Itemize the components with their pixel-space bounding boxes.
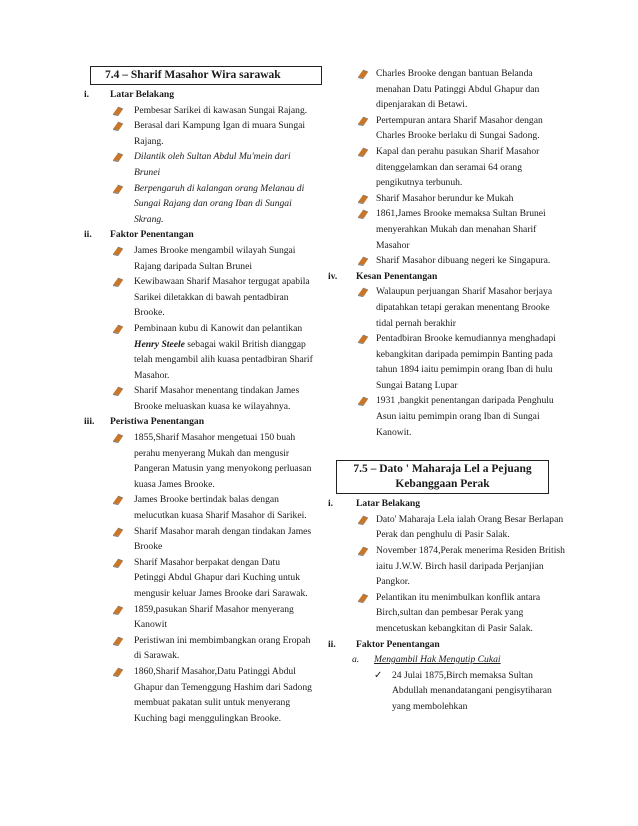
list-item — [82, 492, 314, 523]
heading-label: Faktor Penentangan — [110, 229, 194, 241]
list-item — [82, 181, 314, 228]
item-text: Sharif Masahor marah dengan tindakan James Brooke — [134, 525, 312, 553]
check-icon: ✓ — [374, 669, 383, 681]
sub-heading — [330, 652, 565, 668]
heading-label: Latar Belakang — [356, 498, 421, 510]
sub-number: a. — [352, 654, 360, 666]
right-column — [330, 66, 565, 715]
heading-number: iv. — [328, 270, 338, 282]
heading-latar-belakang — [82, 87, 314, 103]
list-item — [330, 331, 565, 393]
list-item — [330, 253, 565, 269]
item-text: Berpengaruh di kalangan orang Melanau di Sungai Rajang dan orang Iban di Sungai Skrang. — [134, 182, 305, 225]
bullet-icon — [112, 246, 124, 256]
list-item — [82, 664, 314, 726]
bullet-icon — [357, 396, 369, 406]
heading-label: Peristiwa Penentangan — [110, 416, 205, 428]
list-item — [330, 113, 565, 144]
bullet-icon — [112, 277, 124, 287]
item-text: Walaupun perjuangan Sharif Masahor berjaya dipatahkan tetapi gerakan menentang Brooke tidal pernah berakhir — [376, 286, 553, 329]
item-text: Pertempuran antara Sharif Masahor dengan Charles Brooke berlaku di Sungai Sadong. — [376, 114, 543, 142]
bullet-icon — [357, 116, 369, 126]
bullet-icon — [112, 605, 124, 615]
item-text: 1931 ,bangkit penentangan daripada Penghulu Asun iaitu pemimpin orang Iban di Sungai Kanowit. — [376, 395, 554, 438]
list-item — [330, 66, 565, 113]
heading-number: iii. — [84, 416, 95, 428]
list-item — [82, 555, 314, 602]
list-item — [330, 590, 565, 637]
list-item — [82, 321, 314, 383]
item-text: Pembinaan kubu di Kanowit dan pelantikan — [134, 322, 303, 334]
item-text: Berasal dari Kampung Igan di muara Sungai Rajang. — [134, 120, 306, 147]
item-text: Peristiwan ini membimbangkan orang Eropah di Sarawak. — [134, 634, 311, 662]
item-text: 1859,pasukan Sharif Masahor menyerang Kanowit — [134, 603, 294, 631]
bullet-icon — [112, 433, 124, 443]
item-text: Sharif Masahor dibuang negeri ke Singapura. — [376, 255, 551, 267]
list-item — [330, 191, 565, 207]
check-text: 24 Julai 1875,Birch memaksa Sultan Abdullah menandatangani pengisytiharan yang membolehkan — [392, 669, 552, 712]
list-item — [82, 149, 314, 180]
bullet-icon — [112, 558, 124, 568]
bullet-icon — [112, 495, 124, 505]
bullet-icon — [357, 515, 369, 525]
heading-label: Faktor Penentangan — [356, 638, 440, 650]
heading-latar-belakang-2 — [330, 496, 565, 512]
item-text: Sharif Masahor berpakat dengan Datu Petinggi Abdul Ghapur dari Kuching untuk mengusir keluar James Brooke dari Sarawak. — [134, 556, 308, 599]
list-item — [82, 118, 314, 149]
list-item — [82, 602, 314, 633]
item-text: Kewibawaan Sharif Masahor tergugat apabila Sarikei diletakkan di bawah pentadbiran Brooke. — [134, 276, 310, 319]
person-name: Henry Steele — [134, 338, 185, 350]
list-item — [82, 430, 314, 492]
item-text: Dato' Maharaja Lela ialah Orang Besar Berlapan Perak dan penghulu di Pasir Salak. — [376, 513, 564, 541]
sub-label: Mengambil Hak Mengutip Cukai — [374, 654, 501, 666]
item-text: Pentadbiran Brooke kemudiannya menghadapi kebangkitan daripada pemimpin Banting pada tahun 1894 iaitu pemimpin orang Iban di hulu Sungai Batang Lupar — [376, 333, 556, 391]
heading-faktor-penentangan-2 — [330, 637, 565, 653]
item-text: Charles Brooke dengan bantuan Belanda menahan Datu Patinggi Abdul Ghapur dan dipenjarakan di Betawi. — [376, 68, 540, 111]
left-column — [82, 66, 314, 726]
bullet-icon — [112, 184, 124, 194]
list-item — [82, 243, 314, 274]
bullet-icon — [357, 287, 369, 297]
bullet-icon — [357, 334, 369, 344]
item-text: Pembesar Sarikei di kawasan Sungai Rajang. — [134, 104, 308, 116]
heading-number: i. — [328, 498, 334, 510]
item-text: November 1874,Perak menerima Residen British iaitu J.W.W. Birch hasil daripada Perjanjian Pangkor. — [376, 545, 565, 588]
check-item — [330, 668, 565, 715]
heading-kesan-penentangan — [330, 269, 565, 285]
list-item — [82, 274, 314, 321]
list-item — [330, 512, 565, 543]
item-text: Sharif Masahor berundur ke Mukah — [376, 192, 514, 204]
list-item — [330, 206, 565, 253]
spacer — [330, 440, 565, 460]
heading-peristiwa-penentangan — [82, 414, 314, 430]
bullet-icon — [112, 636, 124, 646]
bullet-icon — [357, 209, 369, 219]
bullet-icon — [112, 667, 124, 677]
item-text: Dilantik oleh Sultan Abdul Mu'mein dari Brunei — [134, 151, 291, 178]
bullet-icon — [112, 121, 124, 131]
bullet-icon — [112, 106, 124, 116]
bullet-icon — [357, 147, 369, 157]
heading-label: Latar Belakang — [110, 89, 175, 100]
item-text: James Brooke mengambil wilayah Sungai Rajang daripada Sultan Brunei — [134, 244, 296, 272]
list-item — [330, 284, 565, 331]
section-title-7-5: 7.5 – Dato ' Maharaja Lel a Pejuang Kebanggaan Perak — [336, 460, 549, 494]
bullet-icon — [357, 546, 369, 556]
bullet-icon — [112, 527, 124, 537]
heading-label: Kesan Penentangan — [356, 270, 438, 282]
list-item — [330, 144, 565, 191]
heading-number: ii. — [84, 229, 92, 241]
bullet-icon — [112, 152, 124, 162]
list-item — [82, 524, 314, 555]
item-text: James Brooke bertindak balas dengan melucutkan kuasa Sharif Masahor di Sarikei. — [134, 494, 307, 522]
list-item — [82, 633, 314, 664]
item-text: 1861,James Brooke memaksa Sultan Brunei menyerahkan Mukah dan menahan Sharif Masahor — [376, 208, 546, 251]
item-text: Kapal dan perahu pasukan Sharif Masahor ditenggelamkan dan seramai 64 orang pengikutnya terbunuh. — [376, 145, 540, 189]
item-text: Pelantikan itu menimbulkan konflik antara Birch,sultan dan pembesar Perak yang mencetuskan kebangkitan di Pasir Salak. — [376, 591, 541, 634]
list-item — [82, 103, 314, 119]
heading-number: i. — [84, 89, 90, 100]
bullet-icon — [112, 324, 124, 334]
list-item — [330, 543, 565, 590]
list-item — [330, 393, 565, 440]
bullet-icon — [357, 69, 369, 79]
heading-number: ii. — [328, 638, 336, 650]
bullet-icon — [357, 593, 369, 603]
list-item — [82, 383, 314, 414]
item-text: sebagai wakil British dianggap telah mengambil alih kuasa pentadbiran Sharif Masahor. — [134, 338, 313, 381]
item-text: Sharif Masahor menentang tindakan James Brooke meluaskan kuasa ke wilayahnya. — [134, 385, 300, 412]
bullet-icon — [357, 194, 369, 204]
heading-faktor-penentangan — [82, 227, 314, 243]
section-title-7-4: 7.4 – Sharif Masahor Wira sarawak — [90, 66, 322, 85]
bullet-icon — [112, 386, 124, 396]
bullet-icon — [357, 256, 369, 266]
item-text: 1860,Sharif Masahor,Datu Patinggi Abdul Ghapur dan Temenggung Hashim dari Sadong membuat pakatan sulit untuk menyerang Kuching bagi menggulingkan Brooke. — [134, 665, 312, 724]
item-text: 1855,Sharif Masahor mengetuai 150 buah perahu menyerang Mukah dan mengusir Pangeran Matusin yang menyokong perluasan kuasa James Brooke. — [134, 432, 312, 490]
